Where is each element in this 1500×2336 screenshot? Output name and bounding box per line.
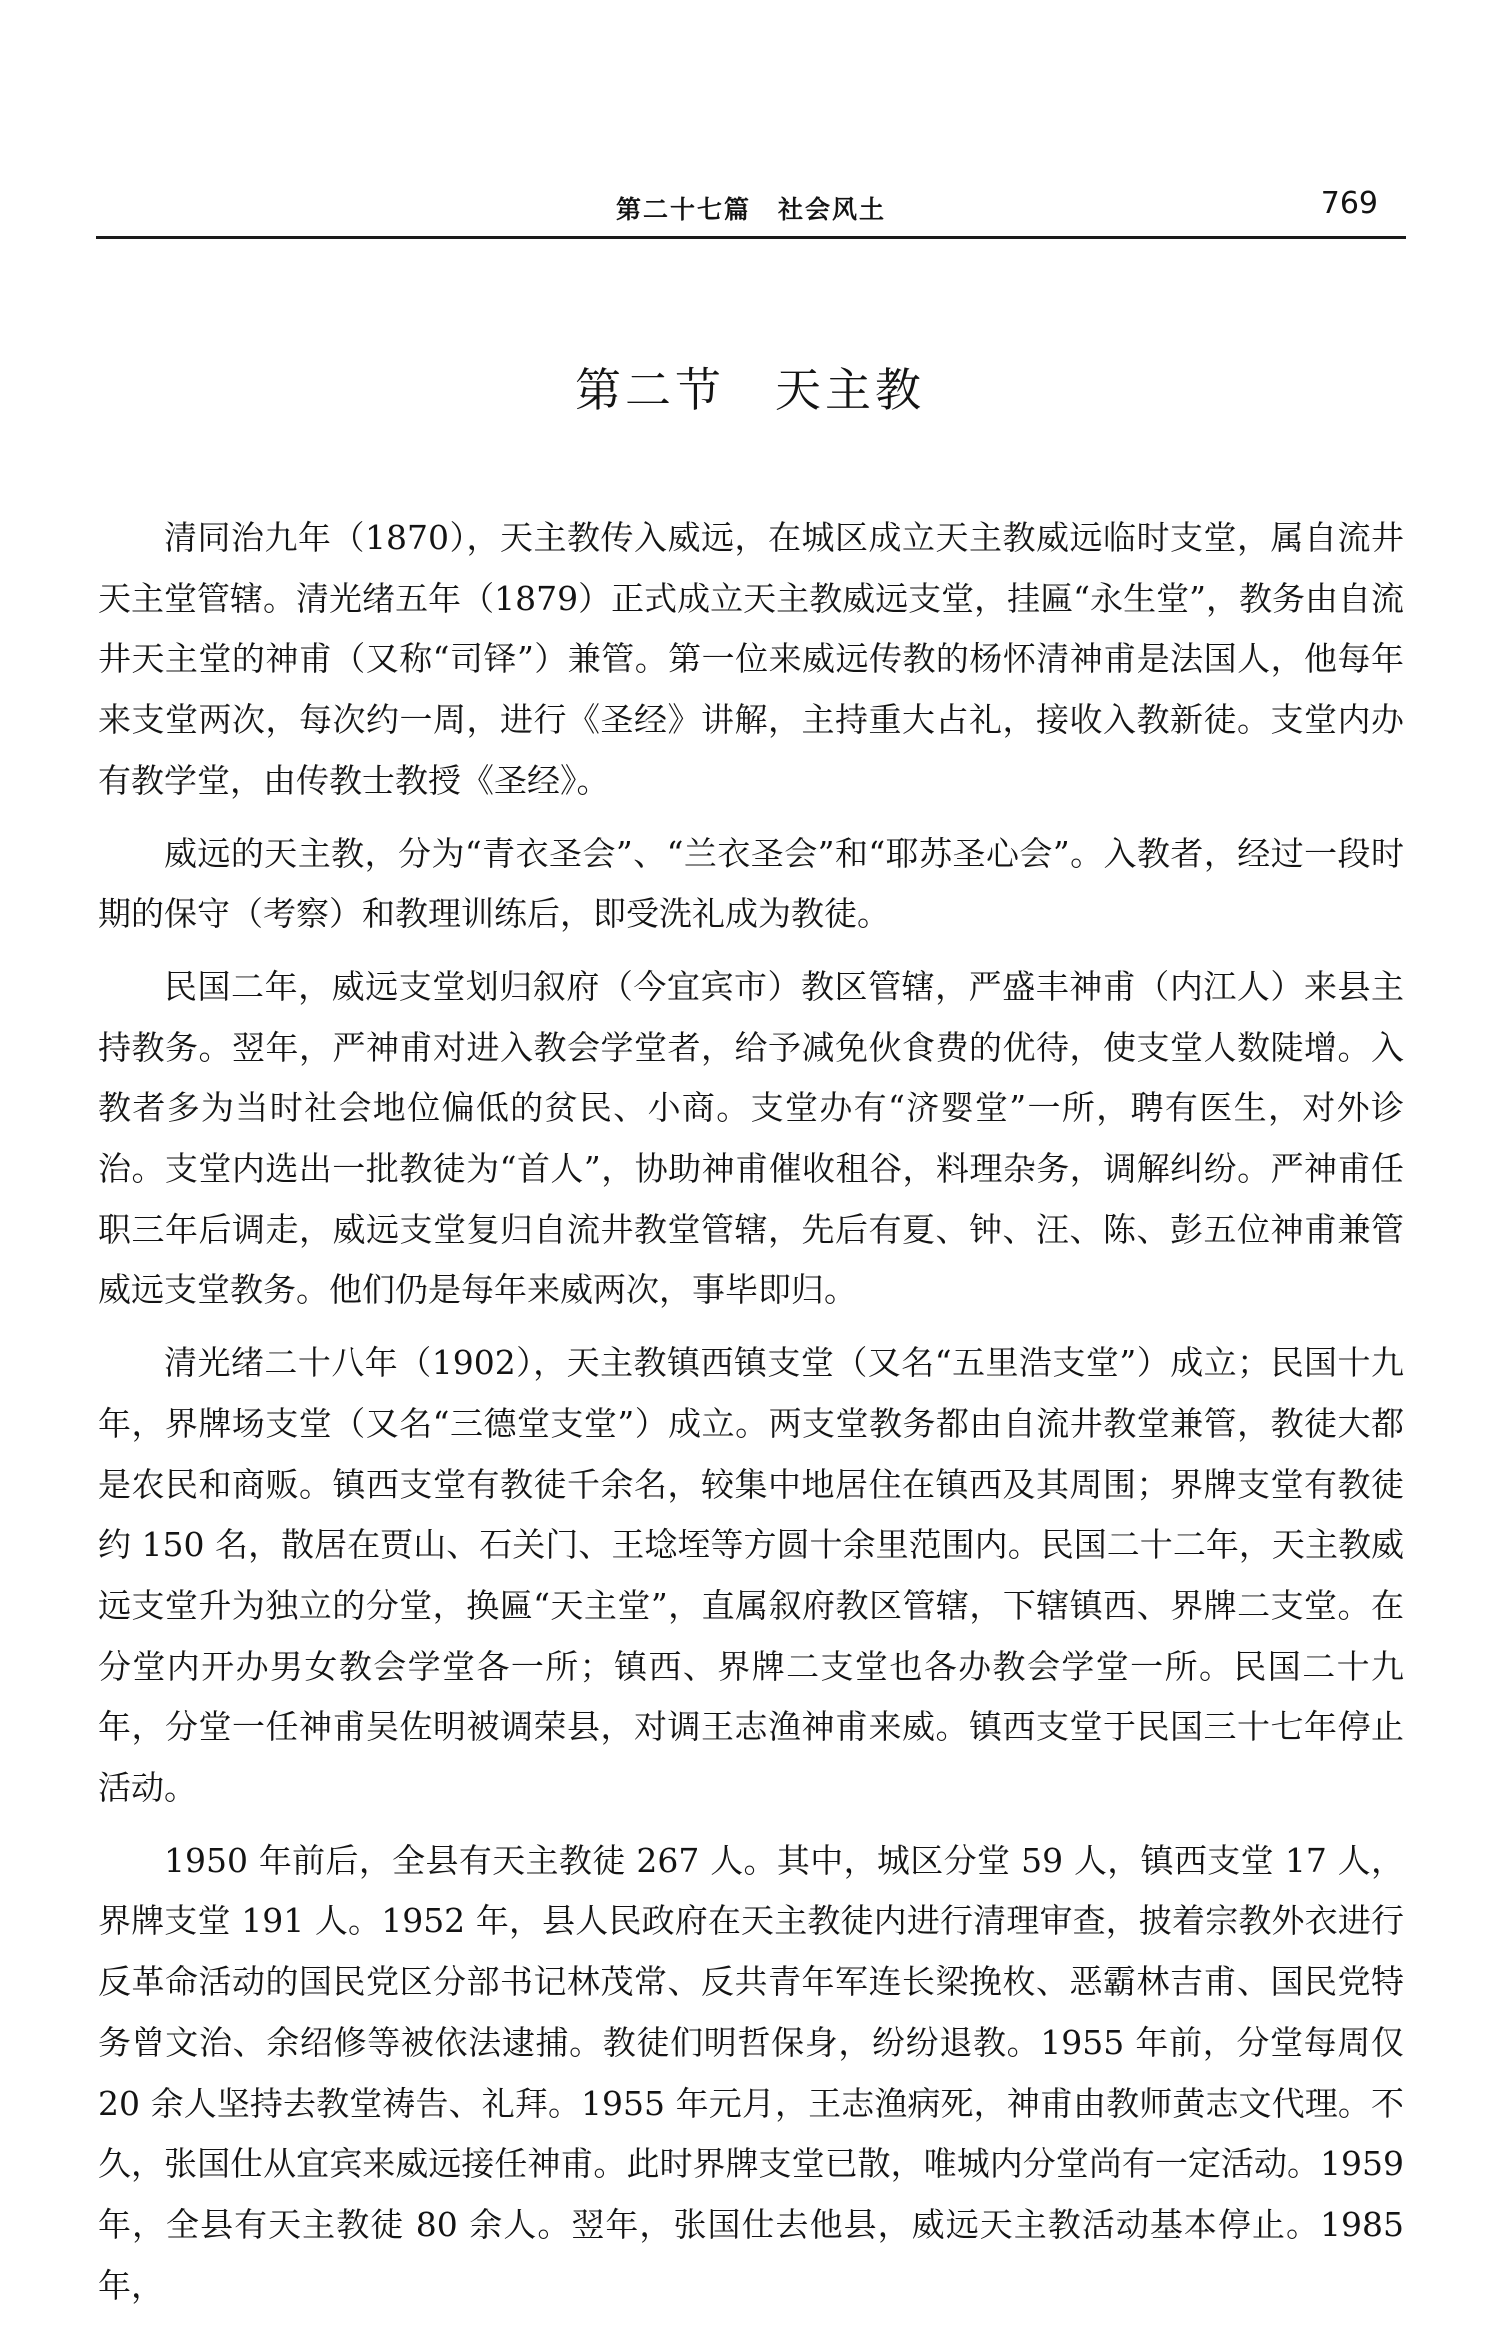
- running-header: [96, 186, 1406, 230]
- page-number: 769: [1320, 186, 1378, 221]
- paragraph: 威远的天主教，分为“青衣圣会”、“兰衣圣会”和“耶苏圣心会”。入教者，经过一段时期的保守（考察）和教理训练后，即受洗礼成为教徒。: [98, 833, 1404, 934]
- paragraph: 清光绪二十八年（1902），天主教镇西镇支堂（又名“五里浩支堂”）成立；民国十九年，界牌场支堂（又名“三德堂支堂”）成立。两支堂教务都由自流井教堂兼管，教徒大都是农民和商贩。镇西支堂有教徒千余名，较集中地居住在镇西及其周围；界牌支堂有教徒约 150 名，散居在贾山、石关门、王埝垤等方圆十余里范围内。民国二十二年，天主教威远支堂升为独立的分堂，换匾“天主堂”，直属叙府教区管辖，下辖镇西、界牌二支堂。在分堂内开办男女教会学堂各一所；镇西、界牌二支堂也各办教会学堂一所。民国二十九年，分堂一任神甫吴佐明被调荣县，对调王志渔神甫来威。镇西支堂于民国三十七年停止活动。: [98, 1343, 1404, 1808]
- paragraph: 1950 年前后，全县有天主教徒 267 人。其中，城区分堂 59 人，镇西支堂 17 人，界牌支堂 191 人。1952 年，县人民政府在天主教徒内进行清理审查，披着宗教外衣进行反革命活动的国民党区分部书记林茂常、反共青年军连长梁挽枚、恶霸林吉甫、国民党特务曾文治、余绍修等被依法逮捕。教徒们明哲保身，纷纷退教。1955 年前，分堂每周仅 20 余人坚持去教堂祷告、礼拜。1955 年元月，王志渔病死，神甫由教师黄志文代理。不久，张国仕从宜宾来威远接任神甫。此时界牌支堂已散，唯城内分堂尚有一定活动。1959 年，全县有天主教徒 80 余人。翌年，张国仕去他县，威远天主教活动基本停止。1985 年，: [98, 1840, 1404, 2305]
- section-title: 第二节 天主教: [575, 363, 925, 417]
- paragraph: 清同治九年（1870），天主教传入威远，在城区成立天主教威远临时支堂，属自流井天主堂管辖。清光绪五年（1879）正式成立天主教威远支堂，挂匾“永生堂”，教务由自流井天主堂的神甫（又称“司铎”）兼管。第一位来威远传教的杨怀清神甫是法国人，他每年来支堂两次，每次约一周，进行《圣经》讲解，主持重大占礼，接收入教新徒。支堂内办有教学堂，由传教士教授《圣经》。: [98, 518, 1404, 800]
- header-rule: [96, 236, 1406, 239]
- running-title: 第二十七篇 社会风土: [615, 195, 886, 224]
- body-text: [98, 508, 1404, 2328]
- paragraph: 民国二年，威远支堂划归叙府（今宜宾市）教区管辖，严盛丰神甫（内江人）来县主持教务。翌年，严神甫对进入教会学堂者，给予减免伙食费的优待，使支堂人数陡增。入教者多为当时社会地位偏低的贫民、小商。支堂办有“济婴堂”一所，聘有医生，对外诊治。支堂内选出一批教徒为“首人”，协助神甫催收租谷，料理杂务，调解纠纷。严神甫任职三年后调走，威远支堂复归自流井教堂管辖，先后有夏、钟、汪、陈、彭五位神甫兼管威远支堂教务。他们仍是每年来威两次，事毕即归。: [98, 966, 1404, 1310]
